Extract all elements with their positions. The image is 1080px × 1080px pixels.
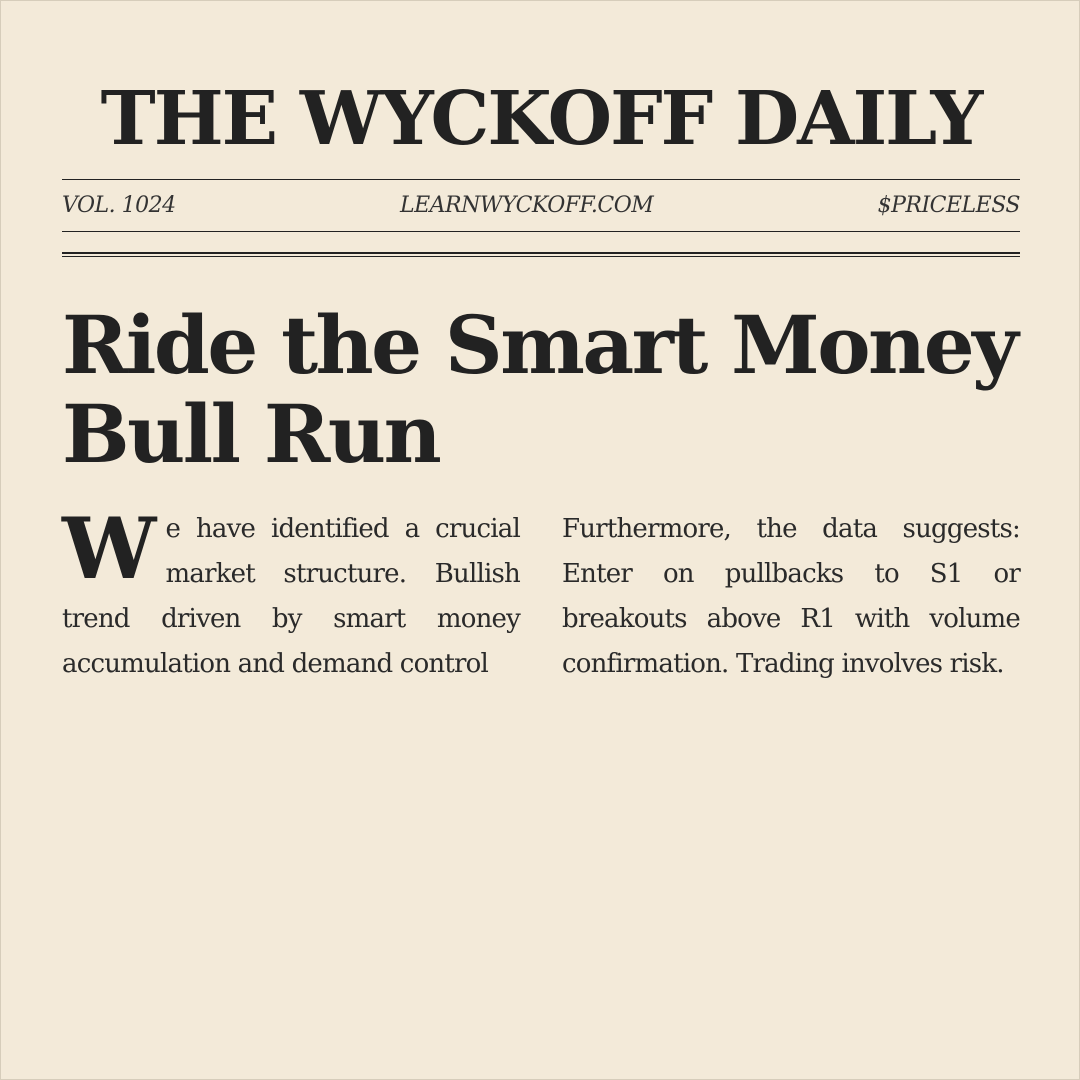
masthead-top-rule xyxy=(62,179,1020,180)
masthead-bottom-rule xyxy=(62,231,1020,232)
masthead-info-strip xyxy=(62,187,1020,223)
article-headline: Ride the Smart Money Bull Run xyxy=(62,298,1017,481)
drop-cap: W xyxy=(62,499,156,598)
article-column-left xyxy=(62,499,520,687)
double-rule-lower xyxy=(62,256,1020,257)
website-label: LEARNWYCKOFF.COM xyxy=(399,192,654,218)
double-rule-upper xyxy=(62,252,1020,254)
article-column-right: Furthermore, the data suggests: Enter on pullbacks to S1 or breakouts above R1 with volume confirmation. Trading involves risk. xyxy=(562,514,1020,679)
price-label: $PRICELESS xyxy=(877,192,1020,218)
article-column-left-text: e have identified a crucial market structure. Bullish trend driven by smart money accumulation and demand control xyxy=(62,514,520,679)
masthead-title: THE WYCKOFF DAILY xyxy=(100,76,982,162)
volume-label: VOL. 1024 xyxy=(62,192,176,218)
article-body xyxy=(62,499,1020,687)
